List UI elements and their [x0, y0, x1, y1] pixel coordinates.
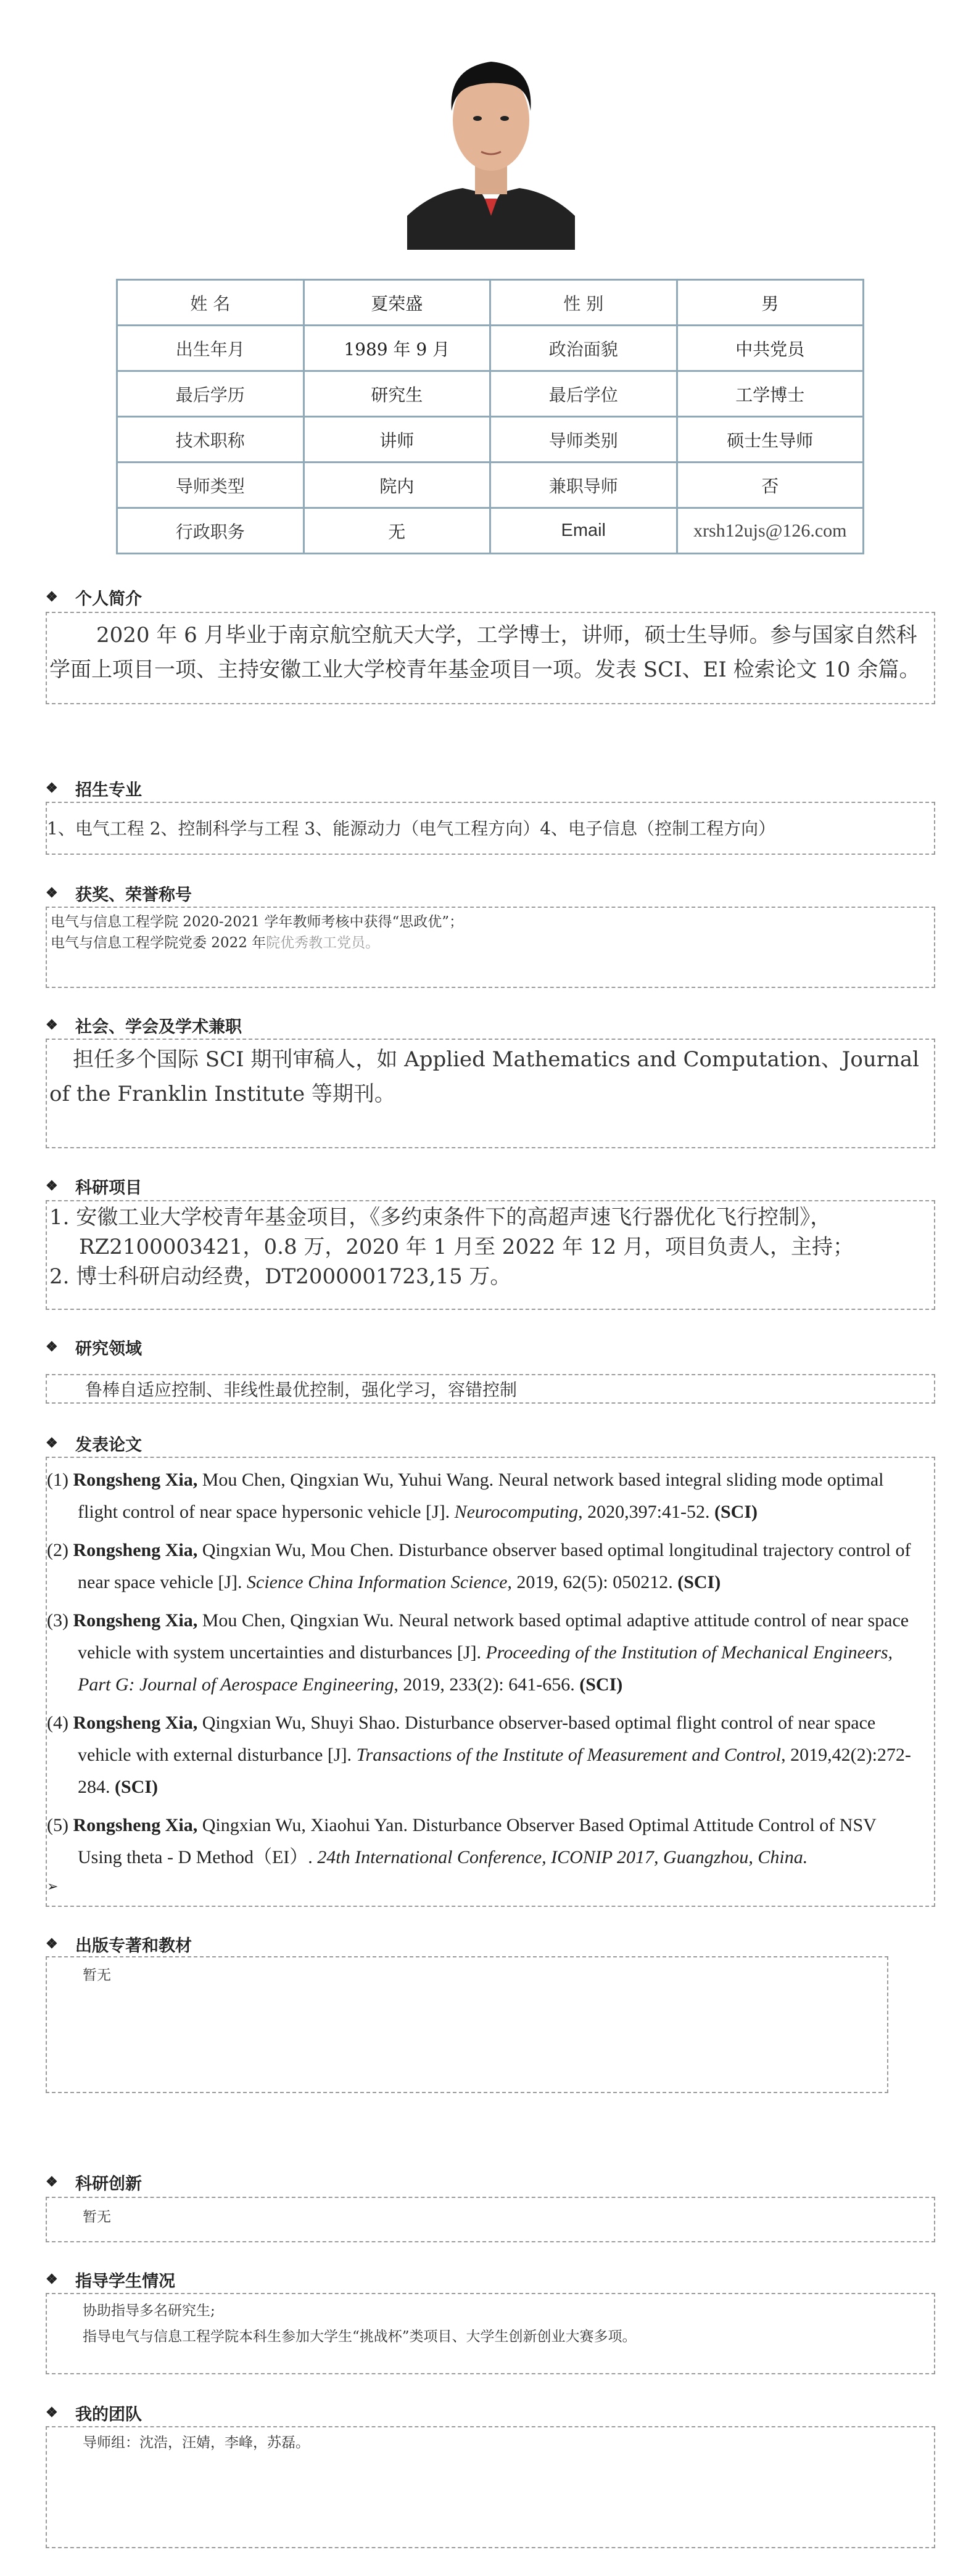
books-text: 暂无	[83, 1967, 111, 1983]
paper-tag: (SCI)	[115, 1777, 159, 1797]
paper-number: (4)	[47, 1713, 68, 1733]
paper-number: (2)	[47, 1540, 68, 1560]
projects-box	[46, 1200, 935, 1310]
paper-item	[47, 1809, 920, 1874]
label-degree: 最后学位	[490, 371, 677, 417]
paper-body: Mou Chen, Qingxian Wu. Neural network based optimal adaptive attitude control of near space vehicle with system uncertainties and disturbances [J].	[78, 1610, 909, 1663]
value-supervisor-category: 硕士生导师	[677, 417, 864, 463]
table-row	[117, 417, 864, 463]
label-part-time: 兼职导师	[490, 463, 677, 508]
label-title: 技术职称	[117, 417, 304, 463]
paper-number: (5)	[47, 1815, 68, 1835]
section-heading-papers	[46, 1431, 142, 1455]
label-name: 姓 名	[117, 280, 304, 326]
section-title: 研究领域	[75, 1339, 142, 1359]
paper-tail: , 2020,397:41-52.	[578, 1502, 714, 1522]
section-heading-research	[46, 1335, 142, 1359]
label-admin-position: 行政职务	[117, 508, 304, 554]
value-email[interactable]: xrsh12ujs@126.com	[677, 508, 864, 554]
majors-box	[46, 802, 935, 855]
section-heading-awards	[46, 881, 192, 905]
service-box	[46, 1039, 935, 1148]
label-supervisor-category: 导师类别	[490, 417, 677, 463]
paper-author: Rongsheng Xia,	[73, 1713, 198, 1733]
team-box	[46, 2426, 935, 2548]
paper-item	[47, 1464, 920, 1528]
paper-item	[47, 1707, 920, 1803]
section-title: 社会、学会及学术兼职	[75, 1017, 242, 1037]
arrow-bullet-icon: ➢	[47, 1879, 59, 1895]
section-heading-projects	[46, 1174, 142, 1198]
label-birth: 出生年月	[117, 326, 304, 371]
section-title: 科研项目	[75, 1178, 142, 1198]
paper-tag: (SCI)	[579, 1674, 623, 1695]
section-title: 科研创新	[75, 2174, 142, 2194]
diamond-bullet-icon: ❖	[46, 1178, 58, 1194]
section-heading-team	[46, 2400, 142, 2425]
award-text-grey: 院优秀教工党员。	[266, 935, 380, 951]
students-box	[46, 2293, 935, 2374]
paper-body: Qingxian Wu, Mou Chen. Disturbance observer based optimal longitudinal trajectory control of near space vehicle [J].	[78, 1540, 911, 1592]
section-heading-profile	[46, 585, 142, 609]
students-line: 指导电气与信息工程学院本科生参加大学生“挑战杯”类项目、大学生创新创业大赛多项。	[83, 2329, 637, 2345]
section-title: 出版专著和教材	[75, 1936, 192, 1956]
diamond-bullet-icon: ❖	[46, 2271, 58, 2287]
label-politics: 政治面貌	[490, 326, 677, 371]
papers-box	[46, 1457, 935, 1907]
innovation-text: 暂无	[83, 2209, 111, 2225]
innovation-box	[46, 2197, 935, 2242]
diamond-bullet-icon: ❖	[46, 2174, 58, 2190]
paper-body: Qingxian Wu, Xiaohui Yan. Disturbance Observer Based Optimal Attitude Control of NSV Using theta - D Method（EI）.	[78, 1815, 877, 1867]
label-supervisor-type: 导师类型	[117, 463, 304, 508]
paper-author: Rongsheng Xia,	[73, 1610, 198, 1631]
award-line	[51, 932, 934, 953]
paper-author: Rongsheng Xia,	[73, 1470, 198, 1490]
table-row	[117, 508, 864, 554]
diamond-bullet-icon: ❖	[46, 780, 58, 796]
diamond-bullet-icon: ❖	[46, 1435, 58, 1451]
section-heading-majors	[46, 776, 142, 800]
diamond-bullet-icon: ❖	[46, 589, 58, 605]
paper-journal: Transactions of the Institute of Measurement and Control	[356, 1745, 782, 1765]
paper-tail: 2019, 62(5): 050212.	[511, 1572, 678, 1592]
students-line: 协助指导多名研究生;	[83, 2303, 215, 2319]
value-title: 讲师	[304, 417, 490, 463]
diamond-bullet-icon: ❖	[46, 1936, 58, 1952]
profile-photo	[407, 31, 575, 250]
label-education: 最后学历	[117, 371, 304, 417]
value-politics: 中共党员	[677, 326, 864, 371]
label-email: Email	[490, 508, 677, 554]
value-supervisor-type: 院内	[304, 463, 490, 508]
table-row	[117, 280, 864, 326]
awards-box	[46, 907, 935, 988]
research-text: 鲁棒自适应控制、非线性最优控制，强化学习，容错控制	[85, 1380, 518, 1400]
diamond-bullet-icon: ❖	[46, 885, 58, 901]
table-row	[117, 326, 864, 371]
section-heading-books	[46, 1932, 192, 1956]
profile-text: 2020 年 6 月毕业于南京航空航天大学，工学博士，讲师，硕士生导师。参与国家自然科学面上项目一项、主持安徽工业大学校青年基金项目一项。发表 SCI、EI 检索论文 10 余篇。	[49, 623, 920, 682]
paper-body: Qingxian Wu, Shuyi Shao. Disturbance observer-based optimal flight control of near space vehicle with external disturbance [J].	[78, 1713, 876, 1765]
paper-number: (1)	[47, 1470, 68, 1490]
paper-tag: (SCI)	[714, 1502, 758, 1522]
paper-item	[47, 1605, 920, 1701]
paper-item	[47, 1534, 920, 1599]
paper-tag: (SCI)	[677, 1572, 721, 1592]
paper-tail: , 2019, 233(2): 641-656.	[394, 1674, 580, 1695]
team-text: 导师组：沈浩，汪婧，李峰，苏磊。	[83, 2435, 310, 2451]
value-part-time: 否	[677, 463, 864, 508]
paper-journal: Science China Information Science,	[247, 1572, 512, 1592]
section-title: 招生专业	[75, 780, 142, 800]
table-row	[117, 371, 864, 417]
section-heading-service	[46, 1013, 242, 1037]
paper-journal: Proceeding of the Institution of Mechanical Engineers, Part G: Journal of Aerospace Engineering	[78, 1642, 893, 1695]
paper-journal: 24th International Conference, ICONIP 2017, Guangzhou, China.	[317, 1847, 808, 1867]
paper-body: Mou Chen, Qingxian Wu, Yuhui Wang. Neural network based integral sliding mode optimal flight control of near space hypersonic vehicle [J].	[78, 1470, 884, 1522]
paper-journal: Neurocomputing	[454, 1502, 579, 1522]
section-title: 获奖、荣誉称号	[75, 885, 192, 905]
paper-author: Rongsheng Xia,	[73, 1815, 198, 1835]
paper-author: Rongsheng Xia,	[73, 1540, 198, 1560]
label-gender: 性 别	[490, 280, 677, 326]
value-name: 夏荣盛	[304, 280, 490, 326]
value-admin-position: 无	[304, 508, 490, 554]
section-heading-students	[46, 2267, 175, 2292]
section-heading-innovation	[46, 2170, 142, 2194]
paper-tail: , 2019,42(2):272-284.	[78, 1745, 911, 1797]
paper-number: (3)	[47, 1610, 68, 1631]
project-list	[49, 1203, 931, 1291]
value-birth: 1989 年 9 月	[304, 326, 490, 371]
books-box	[46, 1956, 888, 2093]
value-gender: 男	[677, 280, 864, 326]
basic-info-table	[116, 279, 864, 554]
diamond-bullet-icon: ❖	[46, 1339, 58, 1355]
list-item: 1. 安徽工业大学校青年基金项目，《多约束条件下的高超声速飞行器优化飞行控制》，RZ2100003421，0.8 万，2020 年 1 月至 2022 年 12 月，项目负责人，主持；	[49, 1205, 854, 1259]
profile-box	[46, 612, 935, 704]
list-item: 2. 博士科研启动经费，DT2000001723,15 万。	[49, 1264, 511, 1289]
diamond-bullet-icon: ❖	[46, 2405, 58, 2421]
section-title: 我的团队	[75, 2405, 142, 2424]
value-degree: 工学博士	[677, 371, 864, 417]
majors-text: 1、电气工程 2、控制科学与工程 3、能源动力（电气工程方向）4、电子信息（控制工程方向）	[47, 818, 776, 839]
section-title: 个人简介	[75, 589, 142, 609]
service-text: 担任多个国际 SCI 期刊审稿人，如 Applied Mathematics and Computation、Journal of the Franklin Institute 等期刊。	[49, 1047, 920, 1106]
research-box	[46, 1374, 935, 1404]
diamond-bullet-icon: ❖	[46, 1017, 58, 1033]
value-education: 研究生	[304, 371, 490, 417]
award-text: 电气与信息工程学院党委 2022 年	[51, 935, 266, 951]
section-title: 发表论文	[75, 1435, 142, 1455]
table-row	[117, 463, 864, 508]
section-title: 指导学生情况	[75, 2271, 175, 2291]
award-line: 电气与信息工程学院 2020-2021 学年教师考核中获得“思政优”；	[51, 914, 463, 930]
